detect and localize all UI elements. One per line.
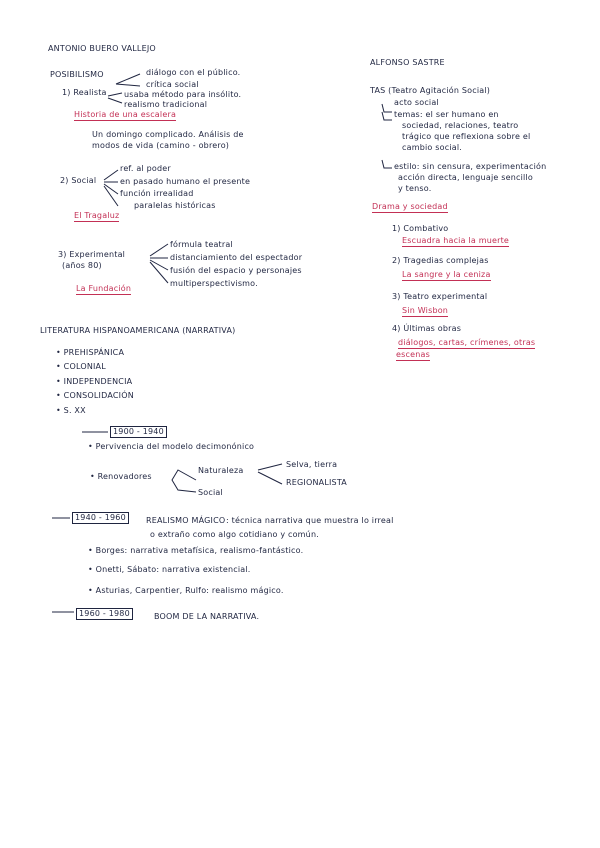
realista-point-b: realismo tradicional [124,100,208,109]
tas-point-b4: cambio social. [402,143,462,152]
realista-label: 1) Realista [62,88,107,97]
tas-point-b1: temas: el ser humano en [394,110,499,119]
work-escuadra: Escuadra hacia la muerte [402,236,510,245]
work-sangre: La sangre y la ceniza [402,270,491,279]
boom-heading: BOOM DE LA NARRATIVA. [154,612,260,621]
work-sin-wisbon: Sin Wisbon [402,306,449,315]
years-1960-1980: 1960 - 1980 [76,608,133,620]
posibilismo-heading: POSIBILISMO [50,70,104,79]
experimental-point-c: fusión del espacio y personajes [170,266,302,275]
naturaleza-label: Naturaleza [198,466,244,475]
posibilismo-point-a: diálogo con el público. [146,68,241,77]
period-4: • CONSOLIDACIÓN [56,391,134,400]
literature-title: LITERATURA HISPANOAMERICANA (NARRATIVA) [40,326,236,335]
estilo-line-1: estilo: sin censura, experimentación [394,162,547,171]
drama-heading: Drama y sociedad [372,202,448,211]
estilo-line-3: y tenso. [398,184,432,193]
historia-desc-2: modos de vida (camino - obrero) [92,141,230,150]
social-point-d: paralelas históricas [134,201,216,210]
renovadores-point: • Renovadores [90,472,152,481]
experimental-point-a: fórmula teatral [170,240,233,249]
period-2: • COLONIAL [56,362,106,371]
posibilismo-point-b: crítica social [146,80,199,89]
work-dialogos: diálogos, cartas, crímenes, otras [398,338,536,347]
pervivencia-point: • Pervivencia del modelo decimonónico [88,442,255,451]
work-historia: Historia de una escalera [74,110,177,119]
stage-3: 3) Teatro experimental [392,292,488,301]
realismo-magico-desc-2: o extraño como algo cotidiano y común. [150,530,319,539]
realismo-magico-heading: REALISMO MÁGICO [146,516,226,525]
stage-1: 1) Combativo [392,224,449,233]
borges-point: • Borges: narrativa metafísica, realismo-fantástico. [88,546,304,555]
regionalista-label: REGIONALISTA [286,478,347,487]
period-5: • S. XX [56,406,86,415]
period-1: • PREHISPÁNICA [56,348,125,357]
tas-point-b3: trágico que reflexiona sobre el [402,132,531,141]
stage-2: 2) Tragedias complejas [392,256,489,265]
work-escenas: escenas [396,350,430,359]
experimental-point-d: multiperspectivismo. [170,279,258,288]
experimental-label: 3) Experimental [58,250,126,259]
social-label: 2) Social [60,176,97,185]
tas-heading: TAS (Teatro Agitación Social) [370,86,491,95]
author-buero: ANTONIO BUERO VALLEJO [48,44,156,53]
social-point-a: ref. al poder [120,164,171,173]
social-branch-label: Social [198,488,223,497]
onetti-point: • Onetti, Sábato: narrativa existencial. [88,565,251,574]
period-3: • INDEPENDENCIA [56,377,133,386]
realismo-magico-desc-1: : técnica narrativa que muestra lo irreal [226,516,394,525]
historia-desc-1: Un domingo complicado. Análisis de [92,130,244,139]
work-tragaluz: El Tragaluz [74,211,120,220]
realista-point-a: usaba método para insólito. [124,90,242,99]
social-point-b: en pasado humano el presente [120,177,251,186]
years-1900-1940: 1900 - 1940 [110,426,167,438]
asturias-point: • Asturias, Carpentier, Rulfo: realismo mágico. [88,586,284,595]
estilo-line-2: acción directa, lenguaje sencillo [398,173,533,182]
social-point-c: función irrealidad [120,189,194,198]
experimental-years: (años 80) [62,261,102,270]
author-sastre: ALFONSO SASTRE [370,58,445,67]
tas-point-b2: sociedad, relaciones, teatro [402,121,519,130]
selva-label: Selva, tierra [286,460,338,469]
tas-point-a: acto social [394,98,439,107]
stage-4: 4) Últimas obras [392,324,462,333]
experimental-point-b: distanciamiento del espectador [170,253,303,262]
work-fundacion: La Fundación [76,284,132,293]
years-1940-1960: 1940 - 1960 [72,512,129,524]
